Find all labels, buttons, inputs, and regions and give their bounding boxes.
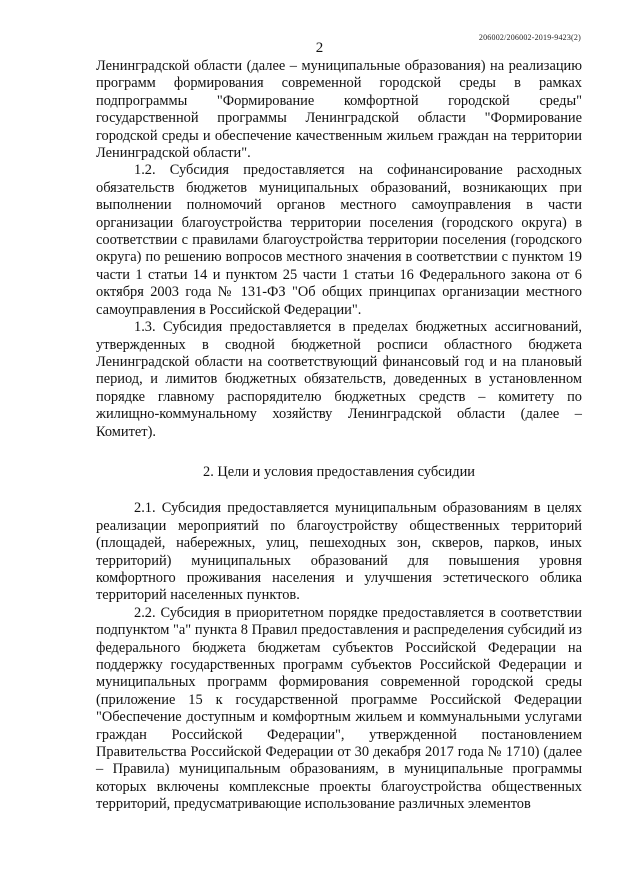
document-id: 206002/206002-2019-9423(2) bbox=[478, 33, 581, 42]
paragraph-2-1: 2.1. Субсидия предоставляется муниципальным образованиям в целях реализации мероприятий по благоустройству общественных территорий (площадей, набережных, улиц, пешеходных зон, скверов, парков, иных территорий) муниципальных образований для повышения уровня комфортного проживания населения и улучшения эстетического облика территорий населенных пунктов. bbox=[96, 500, 582, 604]
paragraph-1-continuation: Ленинградской области (далее – муниципальные образования) на реализацию программ формирования современной городской среды в рамках подпрограммы "Формирование комфортной городской среды" государственной программы Ленинградской области "Формирование городской среды и обеспечение качественным жильем граждан на территории Ленинградской области". bbox=[96, 58, 582, 162]
paragraph-1-3: 1.3. Субсидия предоставляется в пределах бюджетных ассигнований, утвержденных в сводной бюджетной росписи областного бюджета Ленинградской области на соответствующий финансовый год и на плановый период, и лимитов бюджетных обязательств, доведенных в установленном порядке главному распорядителю бюджетных средств – комитету по жилищно-коммунальному хозяйству Ленинградской области (далее – Комитет). bbox=[96, 319, 582, 440]
paragraph-1-2: 1.2. Субсидия предоставляется на софинансирование расходных обязательств бюджетов муниципальных образований, возникающих при выполнении полномочий органов местного самоуправления в части организации благоустройства территории поселения (городского округа) в соответствии с правилами благоустройства территории поселения (городского округа) по решению вопросов местного значения в соответствии с пунктом 19 части 1 статьи 14 и пунктом 25 части 1 статьи 16 Федерального закона от 6 октября 2003 года № 131-ФЗ "Об общих принципах организации местного самоуправления в Российской Федерации". bbox=[96, 162, 582, 318]
paragraph-2-2: 2.2. Субсидия в приоритетном порядке предоставляется в соответствии подпунктом "а" пункта 8 Правил предоставления и распределения субсидий из федерального бюджета бюджетам субъектов Российской Федерации на поддержку государственных программ субъектов Российской Федерации и муниципальных программ формирования современной городской среды (приложение 15 к государственной программе Российской Федерации "Обеспечение доступным и комфортным жильем и коммунальными услугами граждан Российской Федерации", утвержденной постановлением Правительства Российской Федерации от 30 декабря 2017 года № 1710) (далее – Правила) муниципальным образованиям, в муниципальные программы которых включены комплексные проекты благоустройства общественных территорий, предусматривающие использование различных элементов bbox=[96, 604, 582, 813]
document-body bbox=[96, 58, 582, 814]
page-number: 2 bbox=[315, 40, 324, 56]
section-heading: 2. Цели и условия предоставления субсидии bbox=[203, 463, 475, 480]
